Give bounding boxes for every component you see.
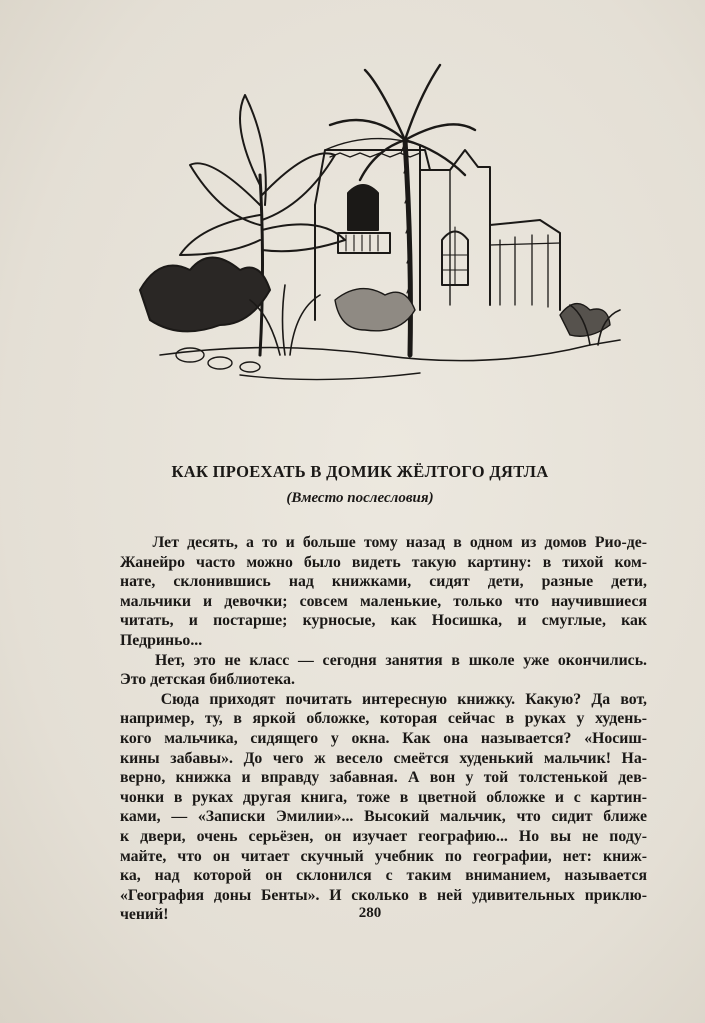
text-line: к двери, очень серьёзен, он изучает географию... Но вы не поду- (120, 827, 647, 845)
text-line: майте, что он читает скучный учебник по географии, нет: книж- (120, 847, 647, 865)
text-line: чений! (120, 906, 169, 924)
text-line: верно, книжка и вправду забавная. А вон у той толстенькой дев- (120, 769, 647, 787)
house-with-palms-illustration (120, 55, 630, 395)
text-line: «География доны Бенты». И сколько в ней удивительных приклю- (120, 886, 647, 904)
chapter-subtitle: (Вместо послесловия) (286, 490, 434, 506)
text-line: Лет десять, а то и больше тому назад в одном из домов Рио-де- (120, 534, 647, 551)
body-text (120, 533, 647, 925)
text-line: мальчики и девочки; совсем маленькие, только что научившиеся (120, 592, 647, 610)
page-number: 280 (358, 905, 382, 921)
text-line: Жанейро часто можно было видеть такую картину: в тихой ком- (120, 553, 647, 571)
text-line: читать, и постарше; курносые, как Носишка, и смуглые, как (120, 612, 647, 630)
text-line: чонки в руках другая книга, тоже в цветной обложке и с картин- (120, 788, 647, 806)
text-line: Нет, это не класс — сегодня занятия в школе уже окончились. (120, 651, 647, 669)
text-line: Это детская библиотека. (120, 671, 295, 689)
text-line: ками, — «Записки Эмилии»... Высокий мальчик, что сидит ближе (120, 808, 647, 826)
text-line: Сюда приходят почитать интересную книжку. Какую? Да вот, (120, 690, 647, 708)
chapter-title: КАК ПРОЕХАТЬ В ДОМИК ЖЁЛТОГО ДЯТЛА (171, 462, 549, 481)
text-line: например, ту, в яркой обложке, которая сейчас в руках у худень- (120, 710, 647, 728)
text-line: нате, склонившись над книжками, сидят дети, разные дети, (120, 573, 647, 591)
text-line: кины забавы». До чего ж весело смеётся худенький мальчик! На- (120, 749, 647, 767)
text-line: Педриньо... (120, 631, 203, 649)
text-line: кого мальчика, сидящего у окна. Как она называется? «Носиш- (120, 729, 647, 747)
text-line: ка, над которой он склонился с таким вниманием, называется (120, 867, 647, 885)
